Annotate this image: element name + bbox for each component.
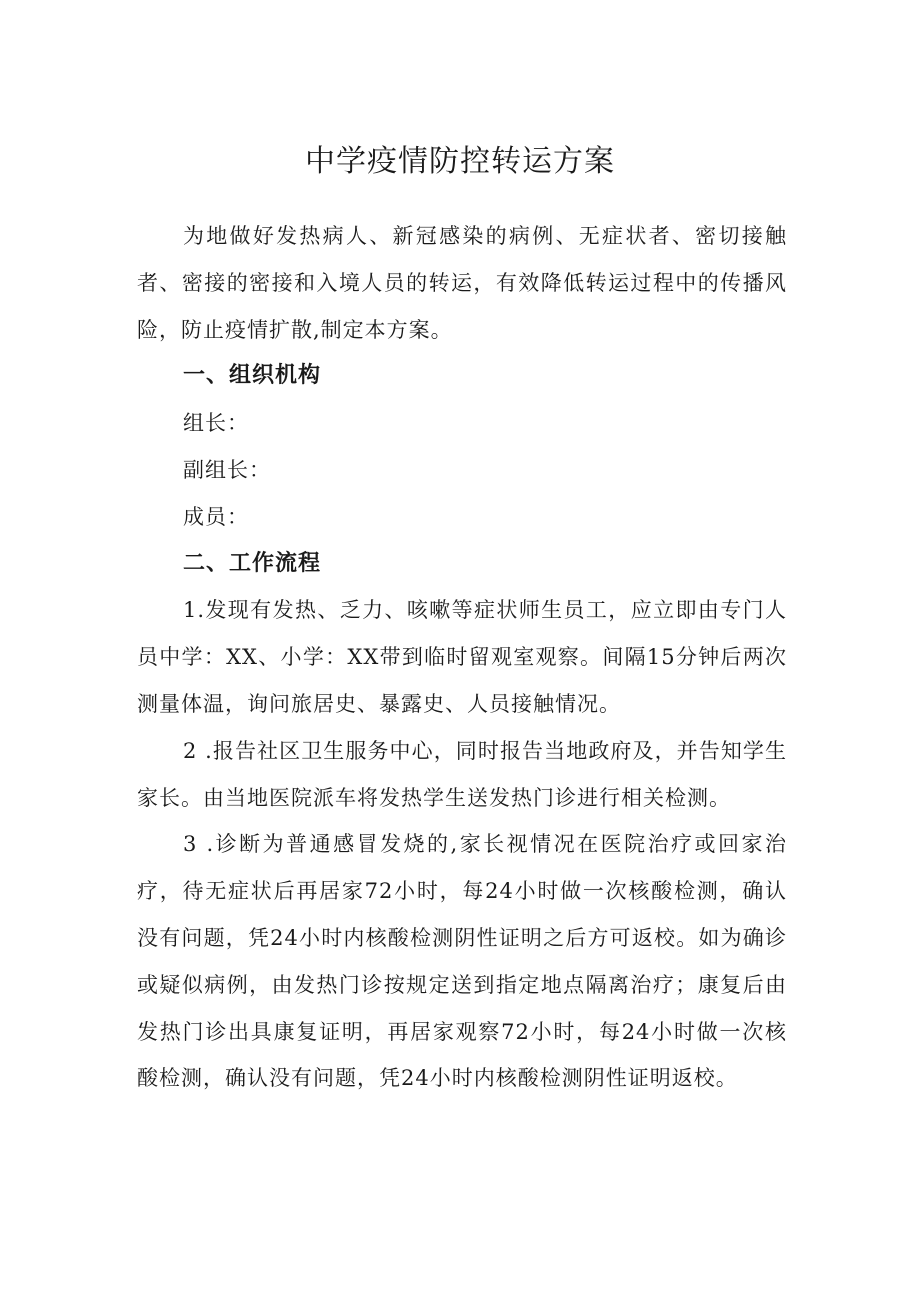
- members-line: 成员：: [183, 504, 249, 529]
- intro-paragraph: 为地做好发热病人、新冠感染的病例、无症状者、密切接触者、密接的密接和入境人员的转运，有效降低转运过程中的传播风险，防止疫情扩散,制定本方案。: [137, 224, 787, 342]
- section-heading-workflow: 二、工作流程: [183, 550, 322, 576]
- workflow-item-3: 3 .诊断为普通感冒发烧的,家长视情况在医院治疗或回家治疗，待无症状后再居家72小时，每24小时做一次核酸检测，确认没有问题，凭24小时内核酸检测阴性证明之后方可返校。如为确诊或疑似病例，由发热门诊按规定送到指定地点隔离治疗；康复后由发热门诊出具康复证明，再居家观察72小时，每24小时做一次核酸检测，确认没有问题，凭24小时内核酸检测阴性证明返校。: [137, 832, 787, 1091]
- workflow-item-2: 2 .报告社区卫生服务中心，同时报告当地政府及，并告知学生家长。由当地医院派车将发热学生送发热门诊进行相关检测。: [137, 738, 787, 810]
- workflow-item-1: 1.发现有发热、乏力、咳嗽等症状师生员工，应立即由专门人员中学：XX、小学：XX带到临时留观室观察。间隔15分钟后两次测量体温，询问旅居史、暴露史、人员接触情况。: [137, 598, 787, 716]
- document-title: 中学疫情防控转运方案: [305, 144, 615, 179]
- leader-line: 组长：: [183, 411, 249, 436]
- deputy-leader-line: 副组长：: [183, 457, 271, 482]
- section-heading-organization: 一、组织机构: [183, 363, 322, 389]
- document-body: [137, 213, 787, 1102]
